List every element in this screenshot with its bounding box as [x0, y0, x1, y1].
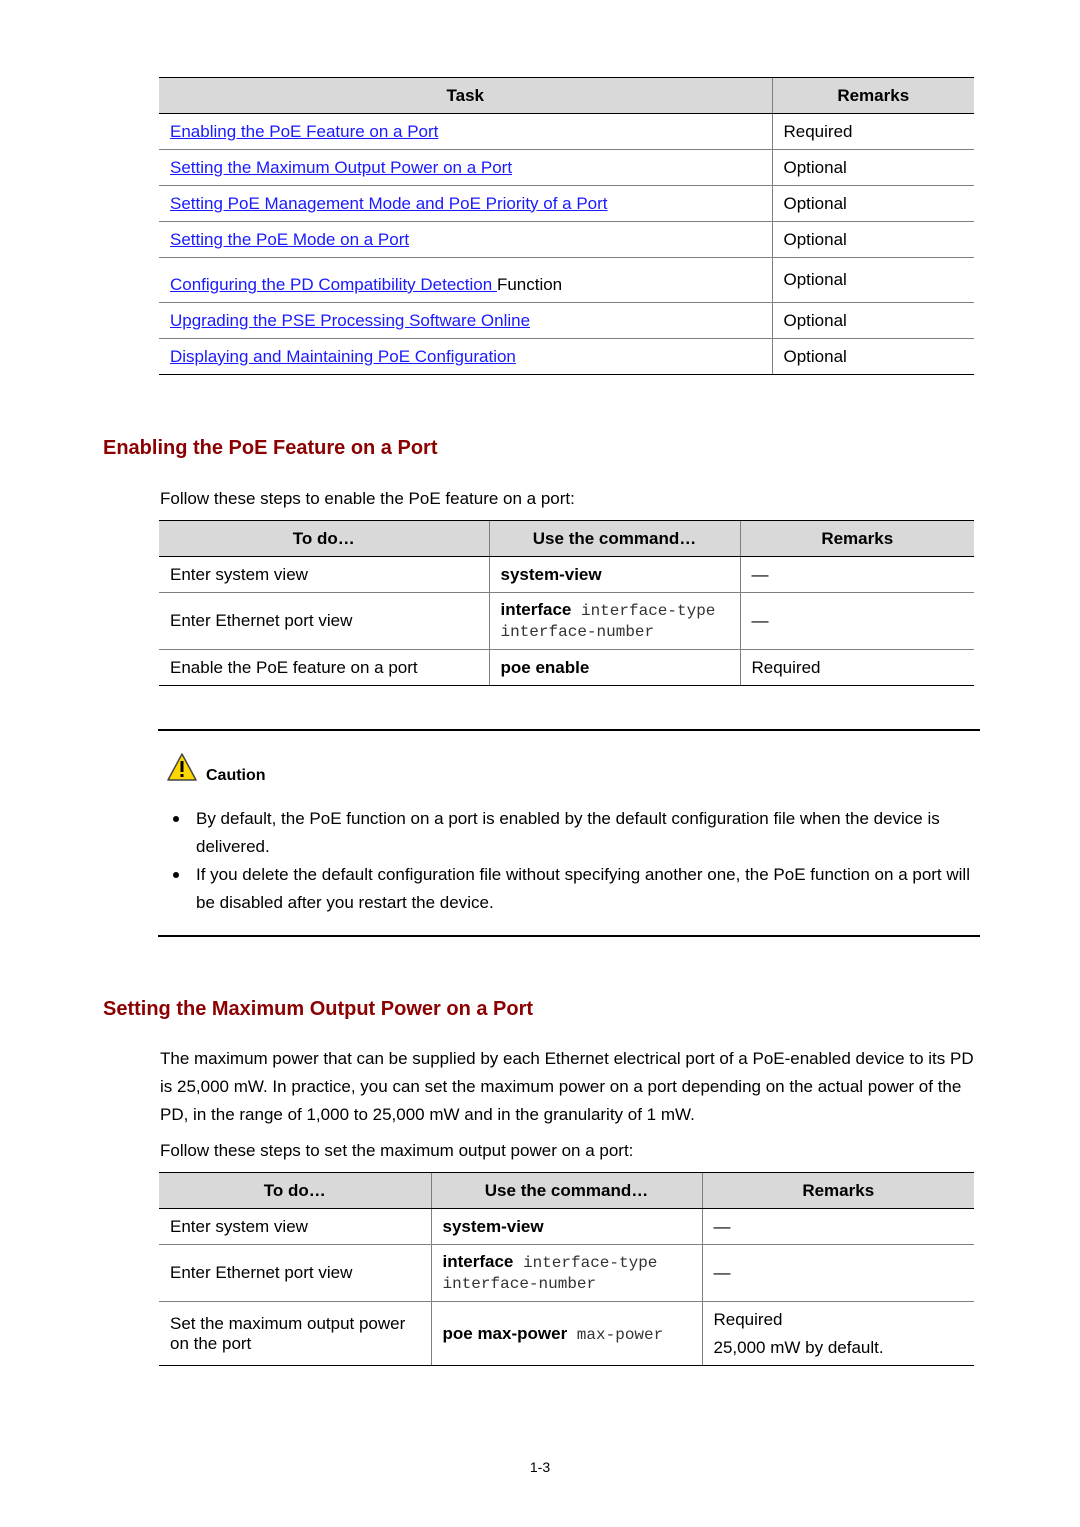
table-row: [159, 186, 974, 222]
warning-triangle-icon: [166, 752, 198, 782]
remarks-cell: —: [702, 1209, 974, 1245]
command-keyword: poe max-power: [442, 1323, 568, 1343]
caution-list: [160, 805, 980, 917]
caution-label: Caution: [206, 767, 266, 784]
table-row: [159, 150, 974, 186]
list-item: [160, 861, 980, 917]
section-intro: Follow these steps to set the maximum output power on a port:: [160, 1141, 634, 1160]
task-link-enable-poe[interactable]: Enabling the PoE Feature on a Port: [170, 121, 439, 141]
table-row: [159, 1245, 974, 1302]
enable-poe-command-table: [159, 520, 974, 686]
section-heading-max-power: Setting the Maximum Output Power on a Port: [103, 998, 534, 1020]
command-argument: interface-type: [513, 1254, 658, 1272]
todo-column-header: To do…: [159, 521, 489, 557]
remarks-cell: —: [740, 557, 974, 593]
task-link-max-power[interactable]: Setting the Maximum Output Power on a Port: [170, 157, 513, 177]
remarks-column-header: Remarks: [702, 1173, 974, 1209]
section-paragraph: The maximum power that can be supplied by each Ethernet electrical port of a PoE-enabled device to its PD is 25,000 mW. In practice, you can set the maximum power on a port depending on the actual power of the PD, in the range of 1,000 to 25,000 mW and in the granularity of 1 mW.: [160, 1049, 974, 1124]
remarks-default-value: 25,000 mW by default.: [713, 1337, 884, 1357]
command-column-header: Use the command…: [489, 521, 740, 557]
command-keyword: interface: [442, 1252, 514, 1271]
caution-item-text: By default, the PoE function on a port is enabled by the default configuration file when the device is delivered.: [196, 809, 940, 856]
table-row: [159, 593, 974, 650]
table-row: [159, 222, 974, 258]
section-heading-enable-poe: Enabling the PoE Feature on a Port: [103, 437, 438, 459]
remarks-column-header: Remarks: [772, 78, 974, 114]
page-number: 1-3: [529, 1459, 551, 1475]
table-row: [159, 650, 974, 686]
remarks-cell: Required: [772, 114, 974, 150]
command-argument: interface-number: [442, 1275, 597, 1293]
remarks-cell: Optional: [772, 339, 974, 375]
table-row: [159, 258, 974, 303]
remarks-cell: Optional: [772, 258, 974, 303]
remarks-cell: Required: [713, 1309, 783, 1329]
list-item: [160, 805, 980, 861]
todo-cell: Enable the PoE feature on a port: [159, 650, 489, 686]
todo-cell: Enter system view: [159, 1209, 431, 1245]
command-argument: interface-type: [571, 602, 716, 620]
remarks-cell: Optional: [772, 222, 974, 258]
table-row: [159, 339, 974, 375]
todo-cell: Enter Ethernet port view: [159, 593, 489, 650]
table-row: [159, 1302, 974, 1366]
todo-cell: Set the maximum output power on the port: [159, 1302, 431, 1366]
command-keyword: poe enable: [500, 657, 590, 677]
remarks-cell: Optional: [772, 186, 974, 222]
task-link-management-mode[interactable]: Setting PoE Management Mode and PoE Priority of a Port: [170, 193, 608, 213]
remarks-cell: —: [740, 593, 974, 650]
table-row: [159, 303, 974, 339]
command-keyword: system-view: [500, 564, 602, 584]
remarks-cell: Optional: [772, 303, 974, 339]
command-column-header: Use the command…: [431, 1173, 702, 1209]
caution-bottom-rule: [158, 935, 980, 937]
command-keyword: interface: [500, 600, 572, 619]
task-link-poe-mode[interactable]: Setting the PoE Mode on a Port: [170, 229, 410, 249]
bullet-icon: [173, 872, 179, 878]
max-power-command-table: [159, 1172, 974, 1366]
command-argument: max-power: [567, 1325, 664, 1344]
task-column-header: Task: [159, 78, 772, 114]
task-link-upgrade-pse[interactable]: Upgrading the PSE Processing Software Online: [170, 310, 531, 330]
bullet-icon: [173, 816, 179, 822]
remarks-cell: Optional: [772, 150, 974, 186]
section-intro: Follow these steps to enable the PoE feature on a port:: [160, 489, 575, 508]
caution-item-text: If you delete the default configuration file without specifying another one, the PoE function on a port will be disabled after you restart the device.: [196, 865, 970, 912]
task-link-tail: Function: [496, 275, 563, 294]
table-row: [159, 557, 974, 593]
command-keyword: system-view: [442, 1216, 544, 1236]
remarks-column-header: Remarks: [740, 521, 974, 557]
task-table: [159, 77, 974, 375]
todo-cell: Enter Ethernet port view: [159, 1245, 431, 1302]
caution-top-rule: [158, 729, 980, 731]
todo-column-header: To do…: [159, 1173, 431, 1209]
table-row: [159, 114, 974, 150]
task-link-pd-compatibility[interactable]: Configuring the PD Compatibility Detection: [170, 275, 497, 294]
task-link-display-maintain[interactable]: Displaying and Maintaining PoE Configuration: [170, 346, 516, 366]
command-argument: interface-number: [500, 623, 655, 641]
table-row: [159, 1209, 974, 1245]
remarks-cell: Required: [740, 650, 974, 686]
todo-cell: Enter system view: [159, 557, 489, 593]
remarks-cell: —: [702, 1245, 974, 1302]
